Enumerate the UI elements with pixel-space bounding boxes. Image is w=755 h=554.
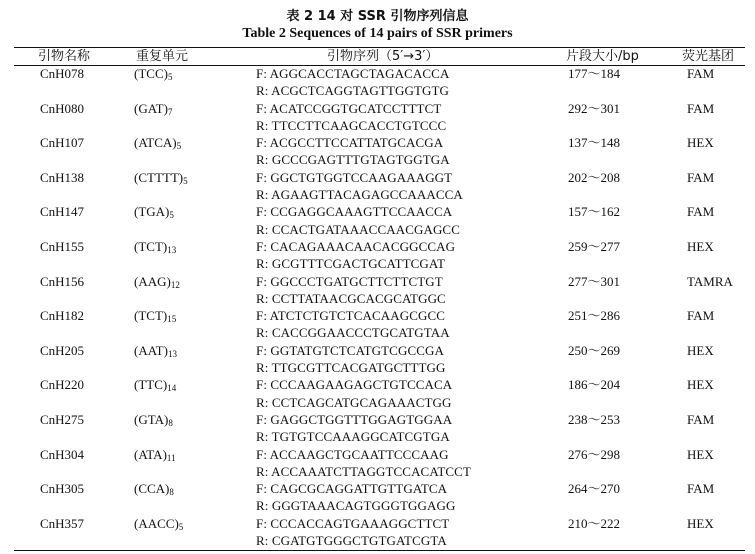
fluorophore: FAM [687,66,715,81]
table-body [0,65,755,549]
repeat-unit [134,480,174,501]
table-row [0,307,755,342]
fluorophore: HEX [687,446,714,462]
primer-name: CnH107 [40,135,85,151]
table-row [0,134,755,169]
reverse-primer: R: CACCGGAACCCTGCATGTAA [256,325,450,341]
reverse-primer: R: CGATGTGGGCTGTGATCGTA [256,533,447,549]
reverse-primer: R: ACGCTCAGGTAGTTGGTGTG [256,83,450,99]
primer-name: CnH357 [40,515,85,531]
fluorophore: HEX [687,515,714,531]
reverse-primer: R: TTGCGTTCACGATGCTTTGG [256,360,446,376]
fragment-size: 157～162 [568,204,621,220]
repeat-count: 8 [169,487,174,498]
reverse-primer: R: TTCCTTCAAGCACCTGTCCC [256,117,447,133]
table-row [0,342,755,377]
forward-primer: F: CACAGAAACAACACGGCCAG [256,238,456,254]
fluorophore: FAM [687,481,715,497]
repeat-unit [134,203,174,224]
primer-name: CnH275 [40,411,85,427]
header-fragment-size: 片段大小/bp [566,49,639,64]
repeat-unit [134,446,176,467]
repeat-motif: (TTC) [134,377,168,393]
primer-name: CnH304 [40,446,85,462]
fragment-size: 210～222 [568,515,621,531]
reverse-primer: R: ACCAAATCTTAGGTCCACATCCT [256,463,471,479]
fluorophore: FAM [687,308,715,324]
fragment-size: 186～204 [568,377,621,393]
forward-primer: F: GGCTGTGGTCCAAGAAAGGT [256,169,453,185]
table-row [0,515,755,550]
repeat-motif: (AAT) [134,342,168,358]
header-fluorophore: 荧光基团 [682,49,735,64]
fluorophore: FAM [687,100,715,116]
primer-name: CnH182 [40,308,85,324]
fragment-size: 202～208 [568,169,621,185]
repeat-motif: (ATCA) [134,135,177,151]
fragment-size: 277～301 [568,273,621,289]
forward-primer: F: ACGCCTTCCATTATGCACGA [256,135,444,151]
repeat-unit [134,273,180,294]
primer-name: CnH220 [40,377,85,393]
forward-primer: F: ACCAAGCTGCAATTCCCAAG [256,446,449,462]
forward-primer: F: CCCAAGAAGAGCTGTCCACA [256,377,453,393]
repeat-count: 5 [178,521,184,532]
table-row [0,273,755,308]
fragment-size: 250～269 [568,342,621,358]
table-row [0,100,755,135]
table-row [0,65,755,100]
repeat-count: 5 [167,72,173,82]
primer-name: CnH305 [40,481,85,497]
table-row [0,169,755,204]
repeat-unit [134,342,177,363]
fragment-size: 264～270 [568,481,621,497]
primer-name: CnH138 [40,169,85,185]
fragment-size: 177～184 [568,66,621,81]
repeat-unit [134,238,176,259]
repeat-motif: (TCC) [134,66,168,81]
fragment-size: 238～253 [568,411,621,427]
repeat-count: 8 [168,417,173,428]
fragment-size: 137～148 [568,135,621,151]
fluorophore: HEX [687,135,714,151]
repeat-unit [134,515,183,536]
primer-name: CnH147 [40,204,85,220]
table-row [0,376,755,411]
repeat-motif: (GTA) [134,411,169,427]
repeat-count: 12 [170,279,180,290]
repeat-unit [134,376,176,397]
repeat-count: 7 [167,106,173,117]
fluorophore: HEX [687,377,714,393]
repeat-count: 14 [167,383,177,394]
reverse-primer: R: CCTTATAACGCACGCATGGC [256,290,446,306]
primer-name: CnH080 [40,100,85,116]
forward-primer: F: AGGCACCTAGCTAGACACCA [256,66,450,81]
repeat-unit [134,65,172,86]
table-row [0,480,755,515]
repeat-motif: (TCT) [134,238,168,254]
forward-primer: F: ATCTCTGTCTCACAAGCGCC [256,308,446,324]
primer-name: CnH205 [40,342,85,358]
fragment-size: 251～286 [568,308,621,324]
repeat-motif: (CCA) [134,481,170,497]
table-title-english: Table 2 Sequences of 14 pairs of SSR primers [242,26,513,41]
bottom-rule [14,550,745,551]
repeat-count: 15 [167,314,177,325]
fragment-size: 292～301 [568,100,621,116]
fluorophore: TAMRA [687,273,733,289]
primer-name: CnH155 [40,238,85,254]
forward-primer: F: CAGCGCAGGATTGTTGATCA [256,481,448,497]
fluorophore: HEX [687,238,714,254]
header-primer-name: 引物名称 [38,49,91,64]
forward-primer: F: ACATCCGGTGCATCCTTTCT [256,100,442,116]
repeat-motif: (CTTTT) [134,169,184,185]
repeat-motif: (ATA) [134,446,167,462]
repeat-unit [134,169,188,190]
header-repeat-unit: 重复单元 [136,49,189,64]
reverse-primer: R: GGGTAAACAGTGGGTGGAGG [256,498,456,514]
forward-primer: F: CCCACCAGTGAAAGGCTTCT [256,515,450,531]
repeat-motif: (AAG) [134,273,171,289]
primer-name: CnH078 [40,66,85,81]
repeat-count: 5 [169,210,174,221]
reverse-primer: R: GCCCGAGTTTGTAGTGGTGA [256,152,450,168]
reverse-primer: R: CCTCAGCATGCAGAAACTGG [256,394,452,410]
fluorophore: HEX [687,342,714,358]
table-row [0,238,755,273]
repeat-count: 5 [176,141,182,152]
forward-primer: F: GAGGCTGGTTTGGAGTGGAA [256,411,453,427]
repeat-unit [134,134,181,155]
repeat-motif: (TCT) [134,308,168,324]
reverse-primer: R: GCGTTTCGACTGCATTCGAT [256,256,445,272]
reverse-primer: R: CCACTGATAAACCAACGAGCC [256,221,460,237]
repeat-motif: (TGA) [134,204,170,220]
repeat-count: 5 [183,175,188,186]
reverse-primer: R: AGAAGTTACAGAGCCAAACCA [256,187,463,203]
repeat-unit [134,100,172,121]
repeat-count: 13 [167,244,177,255]
repeat-unit [134,411,173,432]
forward-primer: F: GGCCCTGATGCTTCTTCTGT [256,273,443,289]
forward-primer: F: GGTATGTCTCATGTCGCCGA [256,342,444,358]
header-primer-sequence: 引物序列（5′→3′） [327,49,439,64]
fluorophore: FAM [687,169,715,185]
fragment-size: 259～277 [568,238,621,254]
fluorophore: FAM [687,411,715,427]
fluorophore: FAM [687,204,715,220]
repeat-count: 13 [167,348,177,359]
forward-primer: F: CCGAGGCAAAGTTCCAACCA [256,204,453,220]
reverse-primer: R: TGTGTCCAAAGGCATCGTGA [256,429,450,445]
fragment-size: 276～298 [568,446,621,462]
table-row [0,203,755,238]
repeat-motif: (GAT) [134,100,168,116]
repeat-count: 11 [166,452,176,463]
repeat-unit [134,307,176,328]
primer-name: CnH156 [40,273,85,289]
table-row [0,411,755,446]
table-title-chinese: 表 2 14 对 SSR 引物序列信息 [286,9,469,24]
repeat-motif: (AACC) [134,515,179,531]
table-row [0,446,755,481]
